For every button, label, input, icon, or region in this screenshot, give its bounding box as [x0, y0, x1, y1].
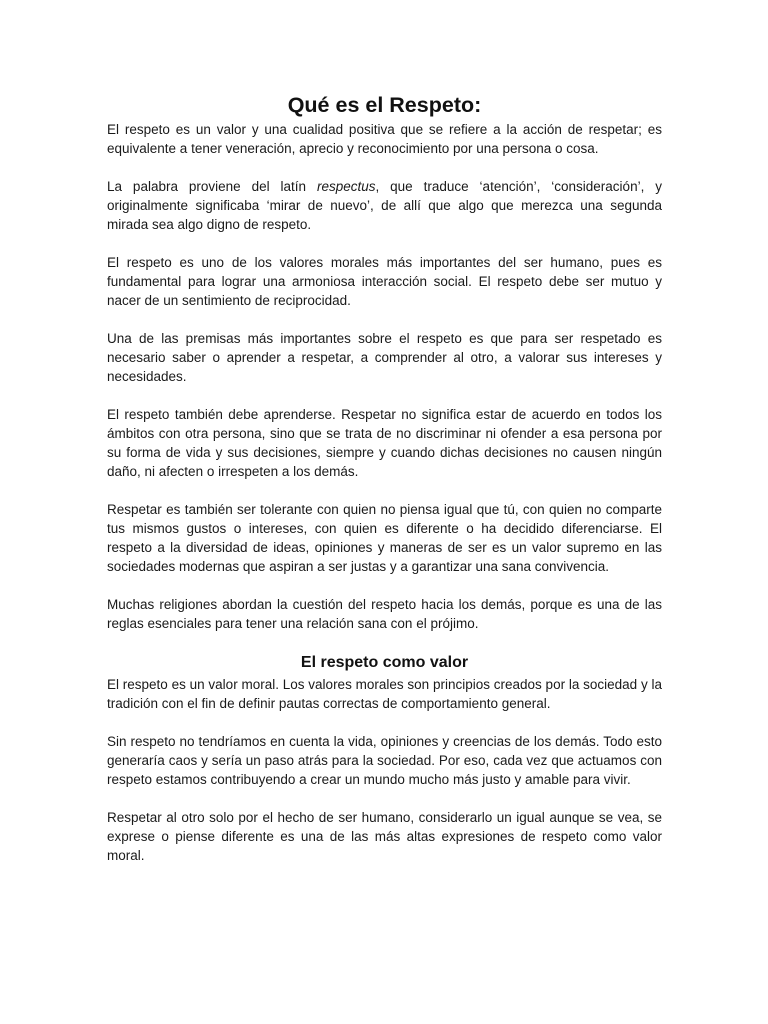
paragraph-respect-others: Respetar al otro solo por el hecho de ser humano, considerarlo un igual aunque se vea, se exprese o piense diferente es una de las más altas expresiones de respeto como valor moral. — [107, 810, 662, 863]
document-body — [107, 90, 662, 865]
paragraph-premises: Una de las premisas más importantes sobre el respeto es que para ser respetado es necesario saber o aprender a respetar, a comprender al otro, a valorar sus intereses y necesidades. — [107, 331, 662, 384]
paragraph-moral-value: El respeto es uno de los valores morales más importantes del ser humano, pues es fundamental para lograr una armoniosa interacción social. El respeto debe ser mutuo y nacer de un sentimiento de reciprocidad. — [107, 255, 662, 308]
etymology-text-before: La palabra proviene del latín — [107, 179, 317, 194]
paragraph-learning: El respeto también debe aprenderse. Respetar no significa estar de acuerdo en todos los ámbitos con otra persona, sino que se trata de no discriminar ni ofender a esa persona por su forma de vida y sus decisiones, siempre y cuando dichas decisiones no causen ningún daño, ni afecten o irrespeten a los demás. — [107, 407, 662, 479]
paragraph-etymology — [107, 177, 662, 234]
etymology-text-after: , que traduce ‘atención’, ‘consideración’, y originalmente significaba ‘mirar de nuevo’, de allí que algo que merezca una segunda mirada sea algo digno de respeto. — [107, 179, 662, 232]
etymology-latin-word: respectus — [316, 179, 376, 194]
section-heading: El respeto como valor — [300, 654, 469, 671]
paragraph-value-definition: El respeto es un valor moral. Los valores morales son principios creados por la sociedad y la tradición con el fin de definir pautas correctas de comportamiento general. — [107, 677, 662, 711]
paragraph-tolerance: Respetar es también ser tolerante con quien no piensa igual que tú, con quien no comparte tus mismos gustos o intereses, con quien es diferente o ha decidido diferenciarse. El respeto a la diversidad de ideas, opiniones y maneras de ser es un valor supremo en las sociedades modernas que aspiran a ser justas y a garantizar una sana convivencia. — [107, 502, 662, 574]
paragraph-without-respect: Sin respeto no tendríamos en cuenta la vida, opiniones y creencias de los demás. Todo esto generaría caos y sería un paso atrás para la sociedad. Por eso, cada vez que actuamos con respeto estamos contribuyendo a crear un mundo mucho más justo y amable para vivir. — [107, 734, 662, 787]
paragraph-religions: Muchas religiones abordan la cuestión del respeto hacia los demás, porque es una de las reglas esenciales para tener una relación sana con el prójimo. — [107, 597, 662, 631]
paragraph-definition: El respeto es un valor y una cualidad positiva que se refiere a la acción de respetar; es equivalente a tener veneración, aprecio y reconocimiento por una persona o cosa. — [107, 122, 662, 156]
page-title: Qué es el Respeto: — [287, 93, 482, 117]
